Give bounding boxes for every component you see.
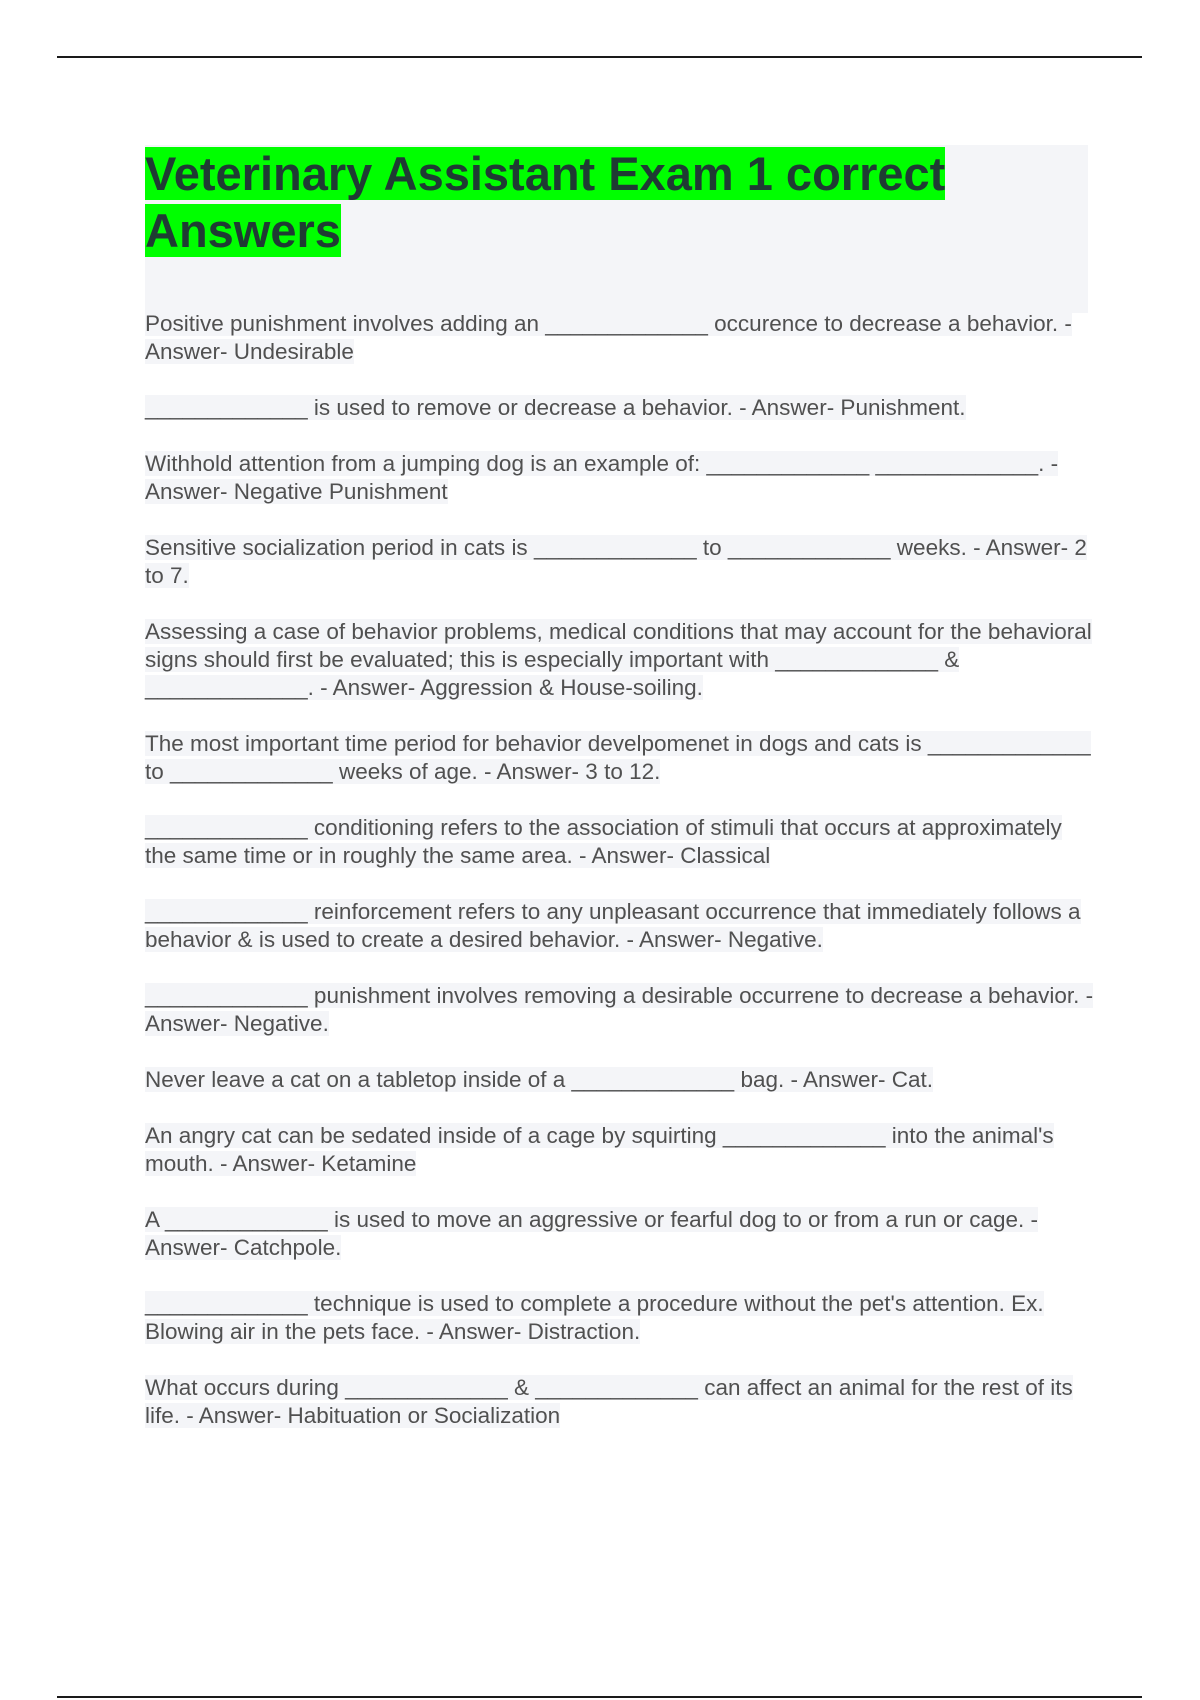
qa-item-text: _____________ is used to remove or decrease a behavior. - Answer- Punishment.: [145, 395, 966, 420]
qa-item: [145, 450, 1095, 506]
qa-item: [145, 1066, 1095, 1094]
qa-item-text: _____________ technique is used to complete a procedure without the pet's attention. Ex. Blowing air in the pets face. - Answer- Distraction.: [145, 1291, 1044, 1344]
qa-item: [145, 898, 1095, 954]
qa-item-text: Withhold attention from a jumping dog is an example of: _____________ _____________. - Answer- Negative Punishment: [145, 451, 1059, 504]
question-answer-list: [145, 310, 1095, 1458]
qa-item-text: _____________ reinforcement refers to any unpleasant occurrence that immediately follows a behavior & is used to create a desired behavior. - Answer- Negative.: [145, 899, 1081, 952]
qa-item: [145, 730, 1095, 786]
qa-item: [145, 814, 1095, 870]
document-title-text: Veterinary Assistant Exam 1 correct Answers: [145, 147, 946, 257]
qa-item: [145, 534, 1095, 590]
top-page-rule: [57, 56, 1142, 58]
qa-item-text: Sensitive socialization period in cats is _____________ to _____________ weeks. - Answer- 2 to 7.: [145, 535, 1087, 588]
qa-item: [145, 982, 1095, 1038]
qa-item: [145, 1374, 1095, 1430]
qa-item: [145, 394, 1095, 422]
qa-item-text: The most important time period for behavior develpomenet in dogs and cats is _____________ to _____________ weeks of age. - Answer- 3 to 12.: [145, 731, 1091, 784]
qa-item: [145, 1290, 1095, 1346]
title-block: [145, 145, 1088, 313]
qa-item-text: A _____________ is used to move an aggressive or fearful dog to or from a run or cage. - Answer- Catchpole.: [145, 1207, 1039, 1260]
qa-item: [145, 310, 1095, 366]
qa-item: [145, 618, 1095, 702]
qa-item: [145, 1122, 1095, 1178]
qa-item-text: Never leave a cat on a tabletop inside of a _____________ bag. - Answer- Cat.: [145, 1067, 934, 1092]
bottom-page-rule: [57, 1696, 1142, 1698]
document-title: [145, 145, 975, 259]
qa-item-text: What occurs during _____________ & _____________ can affect an animal for the rest of its life. - Answer- Habituation or Socialization: [145, 1375, 1073, 1428]
qa-item-text: An angry cat can be sedated inside of a cage by squirting _____________ into the animal's mouth. - Answer- Ketamine: [145, 1123, 1054, 1176]
qa-item-text: _____________ conditioning refers to the association of stimuli that occurs at approximately the same time or in roughly the same area. - Answer- Classical: [145, 815, 1062, 868]
qa-item-text: Positive punishment involves adding an _____________ occurence to decrease a behavior. - Answer- Undesirable: [145, 311, 1072, 364]
qa-item-text: Assessing a case of behavior problems, medical conditions that may account for the behavioral signs should first be evaluated; this is especially important with _____________ & _____________. - Answer- Aggression & House-soiling.: [145, 619, 1092, 700]
qa-item: [145, 1206, 1095, 1262]
qa-item-text: _____________ punishment involves removing a desirable occurrene to decrease a behavior. - Answer- Negative.: [145, 983, 1094, 1036]
